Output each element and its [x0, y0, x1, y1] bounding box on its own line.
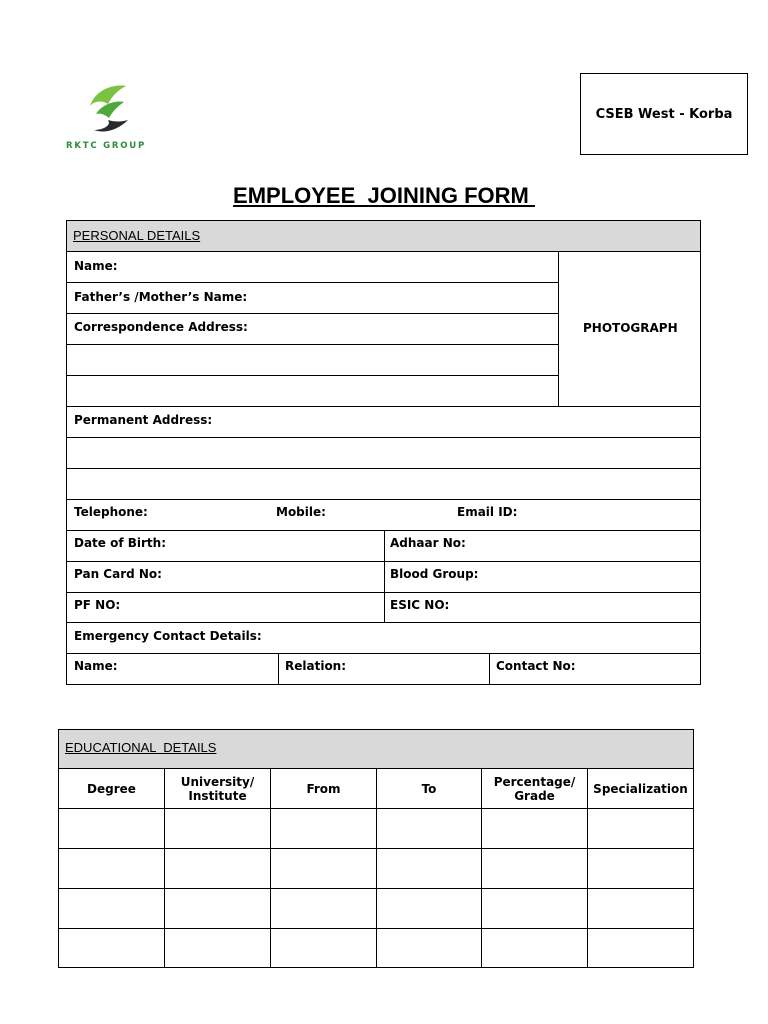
company-location-box	[580, 73, 748, 155]
esic-label: ESIC NO:	[390, 598, 450, 612]
table-border	[66, 220, 67, 685]
emergency-name-label: Name:	[74, 659, 118, 673]
table-border	[384, 530, 385, 623]
table-border	[66, 220, 701, 221]
company-logo	[64, 84, 158, 154]
mobile-label: Mobile:	[276, 505, 326, 519]
table-border	[66, 282, 559, 283]
table-border	[66, 375, 559, 376]
table-border	[558, 251, 559, 407]
column-header-percentage: Percentage/ Grade	[493, 774, 576, 803]
blood-group-label: Blood Group:	[390, 567, 479, 581]
column-header-university: University/ Institute	[180, 774, 255, 803]
permanent-address-label: Permanent Address:	[74, 413, 213, 427]
name-label: Name:	[74, 259, 118, 273]
table-border	[489, 653, 490, 685]
table-border	[66, 344, 559, 345]
table-border	[700, 220, 701, 685]
company-location-text: CSEB West - Korba	[595, 106, 733, 122]
pf-label: PF NO:	[74, 598, 121, 612]
table-border	[66, 313, 559, 314]
form-title: EMPLOYEE JOINING FORM	[233, 183, 535, 208]
pan-label: Pan Card No:	[74, 567, 162, 581]
table-border	[66, 653, 701, 654]
table-border	[66, 406, 701, 407]
correspondence-address-label: Correspondence Address:	[74, 320, 248, 334]
relation-label: Relation:	[285, 659, 347, 673]
table-border	[66, 251, 701, 252]
emergency-contact-label: Emergency Contact Details:	[74, 629, 262, 643]
table-border	[66, 437, 701, 438]
table-border	[58, 729, 694, 730]
leaf-logo-icon	[82, 84, 138, 140]
personal-details-heading: PERSONAL DETAILS	[73, 228, 201, 243]
table-border	[66, 684, 701, 685]
photograph-label: PHOTOGRAPH	[583, 321, 678, 335]
column-header-from: From	[306, 781, 341, 796]
column-header-to: To	[421, 781, 437, 796]
adhaar-label: Adhaar No:	[390, 536, 466, 550]
column-header-degree: Degree	[87, 781, 136, 796]
email-label: Email ID:	[457, 505, 518, 519]
column-header-specialization: Specialization	[593, 781, 688, 796]
table-border	[66, 499, 701, 500]
parent-name-label: Father’s /Mother’s Name:	[74, 290, 248, 304]
logo-text: RKTC GROUP	[66, 141, 147, 151]
contact-no-label: Contact No:	[496, 659, 576, 673]
educational-details-heading: EDUCATIONAL DETAILS	[65, 740, 217, 755]
telephone-label: Telephone:	[74, 505, 148, 519]
table-border	[278, 653, 279, 685]
dob-label: Date of Birth:	[74, 536, 167, 550]
table-border	[66, 468, 701, 469]
